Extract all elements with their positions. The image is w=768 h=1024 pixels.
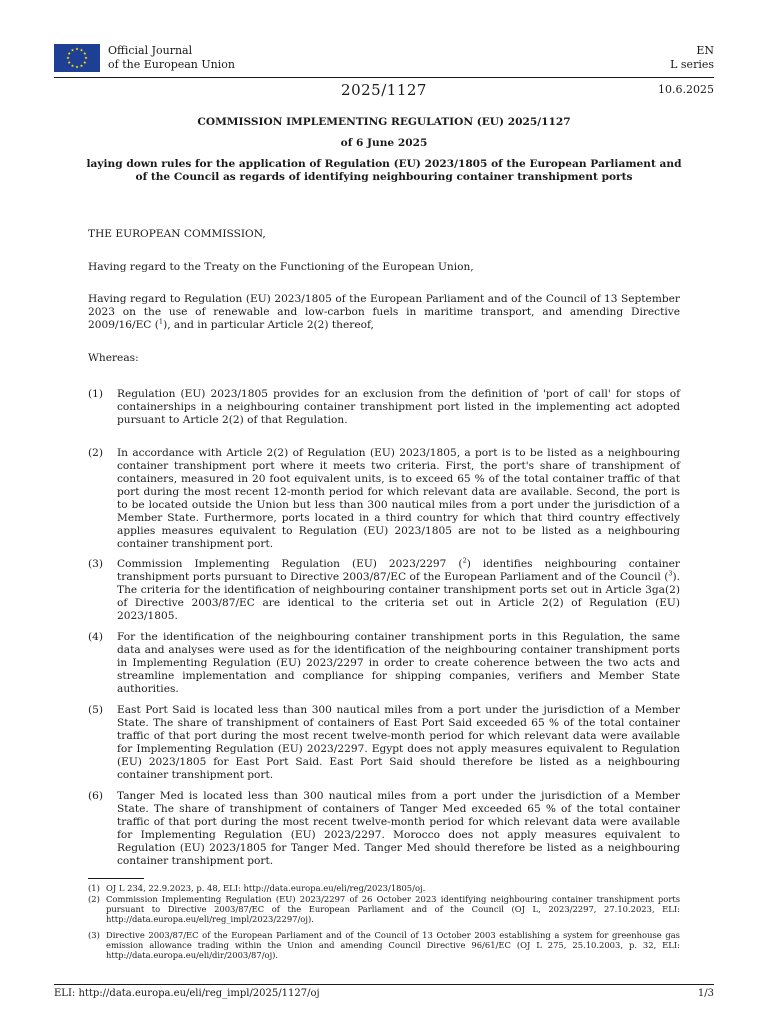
footnote xyxy=(88,894,680,925)
footnote-text: Commission Implementing Regulation (EU) 2023/2297 of 26 October 2023 identifying neighbouring container transhipment ports pursuant to Directive 2003/87/EC of the European Parliament and of the Council (OJ L, 2023/2297, 27.10.2023, ELI: http://data.europa.eu/eli/reg_impl/2023/2297/oj). xyxy=(106,894,680,925)
document-date: 10.6.2025 xyxy=(658,83,714,96)
regulation-subject-line2: of the Council as regards of identifying neighbouring container transhipment ports xyxy=(135,171,633,183)
preamble-regulation xyxy=(88,293,680,332)
whereas-label: Whereas: xyxy=(88,352,139,364)
page-number: 1/3 xyxy=(697,988,714,999)
flag-star xyxy=(83,61,86,64)
eu-flag-icon xyxy=(54,44,100,72)
journal-title-line1: Official Journal xyxy=(108,44,193,57)
journal-title-line2: of the European Union xyxy=(108,58,235,71)
flag-star xyxy=(80,49,83,52)
flag-star xyxy=(71,49,74,52)
flag-star xyxy=(80,64,83,67)
recital-number: (2) xyxy=(88,447,104,459)
header-divider xyxy=(54,77,714,78)
preamble-treaty: Having regard to the Treaty on the Functioning of the European Union, xyxy=(88,261,474,273)
preamble-regulation-text-a: Having regard to Regulation (EU) 2023/1805 of the European Parliament and of the Council of 13 September 2023 on the use of renewable and low-carbon fuels in maritime transport, and amending Directive 2009/16/EC ( xyxy=(88,293,680,331)
journal-title xyxy=(108,44,235,72)
recital-text: East Port Said is located less than 300 nautical miles from a port under the jurisdiction of a Member State. The share of transhipment of containers of East Port Said exceeded 65 % of the total container traffic of that port during the most recent twelve-month period for which relevant data were available for Implementing Regulation (EU) 2023/2297. Egypt does not apply measures equivalent to Regulation (EU) 2023/1805 for East Port Said. East Port Said should therefore be listed as a neighbouring container transhipment port. xyxy=(117,704,680,781)
recital-number: (4) xyxy=(88,631,104,643)
footnote-ref[interactable]: 3 xyxy=(668,569,673,578)
footnote-ref[interactable]: 1 xyxy=(158,317,164,326)
preamble-regulation-text-b: ), and in particular Article 2(2) thereof, xyxy=(163,319,374,331)
flag-star xyxy=(71,64,74,67)
footnote xyxy=(88,930,680,961)
flag-star xyxy=(68,52,71,55)
recital-text: In accordance with Article 2(2) of Regulation (EU) 2023/1805, a port is to be listed as a neighbouring container transhipment port where it meets two criteria. First, the port's share of transhipment of containers, measured in 20 foot equivalent units, is to exceed 65 % of the total container traffic of that port during the most recent 12-month period for which relevant data are available. Second, the port is to be located outside the Union but less than 300 nautical miles from a port under the jurisdiction of a Member State. Furthermore, ports located in a third country for which that third country effectively applies measures equivalent to Regulation (EU) 2023/1805 are not to be listed as a neighbouring container transhipment port. xyxy=(117,447,680,550)
language-code: EN xyxy=(696,44,714,57)
flag-star xyxy=(66,56,69,59)
recital-number: (6) xyxy=(88,790,104,802)
recital-text: Regulation (EU) 2023/1805 provides for an exclusion from the definition of 'port of call' for stops of containerships in a neighbouring container transhipment port listed in the implementing act adopted pursuant to Article 2(2) of that Regulation. xyxy=(117,388,680,426)
flag-star xyxy=(75,65,78,68)
footnote-number: (3) xyxy=(88,930,100,940)
recital-text: For the identification of the neighbouring container transhipment ports in this Regulation, the same data and analyses were used as for the identification of the neighbouring container transhipment ports in Implementing Regulation (EU) 2023/2297 in order to create coherence between the two acts and streamline implementation and compliance for shipping companies, verifiers and Member State authorities. xyxy=(117,631,680,695)
footnote-ref[interactable]: 2 xyxy=(462,556,467,565)
recital-text-c: ). The criteria for the identification of neighbouring container transhipment ports set out in Article 3ga(2) of Directive 2003/87/EC are identical to the criteria set out in Article 2(2) of Regulation (EU) 2023/1805. xyxy=(117,571,680,622)
regulation-title-block xyxy=(54,116,714,184)
recital-text: Tanger Med is located less than 300 nautical miles from a port under the jurisdiction of a Member State. The share of transhipment of containers of Tanger Med exceeded 65 % of the total container traffic of that port during the most recent twelve-month period for which relevant data were available for Implementing Regulation (EU) 2023/2297. Morocco does not apply measures equivalent to Regulation (EU) 2023/1805 for Tanger Med. Tanger Med should therefore be listed as a neighbouring container transhipment port. xyxy=(117,790,680,867)
footnote-number: (2) xyxy=(88,894,100,904)
series-label: L series xyxy=(670,58,714,71)
recital xyxy=(88,388,680,427)
recital xyxy=(88,704,680,782)
recital-number: (1) xyxy=(88,388,104,400)
recital-number: (3) xyxy=(88,558,104,570)
recital-number: (5) xyxy=(88,704,104,716)
footnote-text: OJ L 234, 22.9.2023, p. 48, ELI: http://data.europa.eu/eli/reg/2023/1805/oj. xyxy=(106,883,426,893)
footer-divider xyxy=(54,984,714,985)
flag-star xyxy=(68,61,71,64)
recital xyxy=(88,790,680,868)
recital-text-a: Commission Implementing Regulation (EU) 2023/2297 ( xyxy=(117,558,463,570)
regulation-title: COMMISSION IMPLEMENTING REGULATION (EU) 2025/1127 xyxy=(197,116,571,128)
footer-eli-link[interactable]: ELI: http://data.europa.eu/eli/reg_impl/2025/1127/oj xyxy=(54,988,320,999)
flag-star xyxy=(83,52,86,55)
regulation-date: of 6 June 2025 xyxy=(340,137,428,149)
regulation-subject-line1: laying down rules for the application of Regulation (EU) 2023/1805 of the European Parliament and xyxy=(86,158,682,170)
flag-star xyxy=(75,47,78,50)
recital-text xyxy=(117,558,680,623)
recital-text-b: ) identifies neighbouring container transhipment ports pursuant to Directive 2003/87/EC of the European Parliament and of the Council ( xyxy=(117,558,680,583)
footnote xyxy=(88,883,680,893)
footnote-divider xyxy=(88,878,144,879)
header-series-info xyxy=(670,44,714,72)
document-number: 2025/1127 xyxy=(341,81,427,99)
flag-star xyxy=(84,56,87,59)
footnote-text: Directive 2003/87/EC of the European Parliament and of the Council of 13 October 2003 establishing a system for greenhouse gas emission allowance trading within the Union and amending Council Directive 96/61/EC (OJ L 275, 25.10.2003, p. 32, ELI: http://data.europa.eu/eli/dir/2003/87/oj). xyxy=(106,930,680,961)
recital xyxy=(88,447,680,551)
preamble-commission: THE EUROPEAN COMMISSION, xyxy=(88,228,266,240)
recital xyxy=(88,558,680,623)
footnote-number: (1) xyxy=(88,883,100,893)
recital xyxy=(88,631,680,696)
